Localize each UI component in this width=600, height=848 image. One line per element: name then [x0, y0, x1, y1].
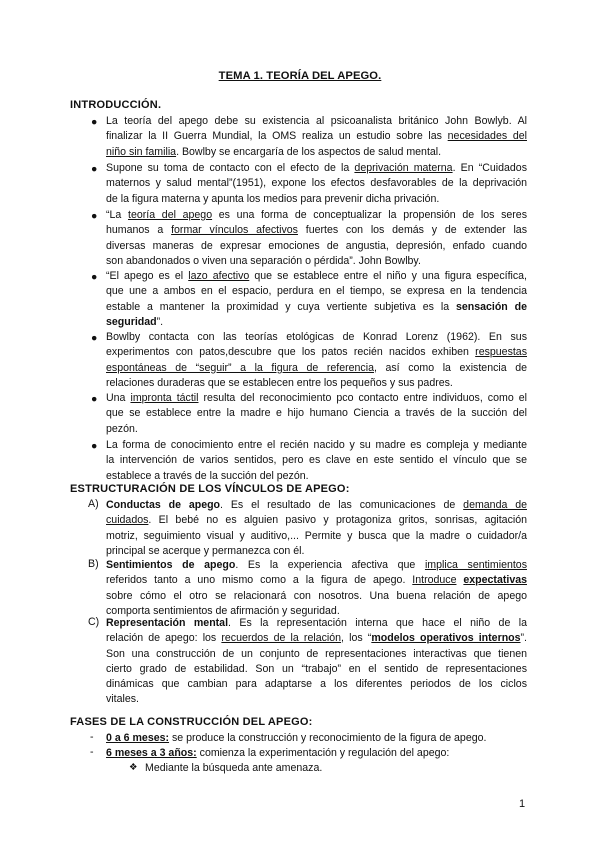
- item-a-marker: A): [88, 498, 99, 510]
- bullet-4-line-2: que une a ambos en el espacio, perdura en el tiempo, se expresa en la tendencia: [106, 285, 527, 298]
- item-c-line-6: vitales.: [106, 693, 139, 706]
- fase-2-line: [106, 746, 546, 761]
- fase-2-sub-1-line: Mediante la búsqueda ante amenaza.: [145, 762, 323, 774]
- intro-bullet-2: [106, 161, 527, 207]
- bullet-5-dot: ●: [91, 332, 98, 344]
- page-number: 1: [519, 798, 526, 810]
- fase-2-lead: 6 meses a 3 años:: [106, 747, 197, 759]
- item-a-text-2b: . El bebé no es alguien pasivo y protagoniza gritos, sonrisas, agitación: [148, 514, 527, 527]
- item-a-line-3: motriz, seguimiento visual y auditivo,... Permite y busca que la madre o cuidador/a: [106, 529, 527, 542]
- bullet-5-line-4: relaciones duraderas que se establecen entre los pequeños y sus padres.: [106, 376, 453, 389]
- intro-bullet-3: [106, 208, 527, 269]
- item-b-bold-1: Sentimientos de apego: [106, 559, 236, 571]
- bullet-4-dot: ●: [91, 271, 98, 283]
- item-b-line-4: comporta sentimientos de afirmación y seguridad.: [106, 604, 340, 617]
- intro-bullet-7: [106, 438, 527, 484]
- fase-1: [106, 731, 546, 746]
- bullet-5-line-1: Bowlby contacta con las teorías etológicas de Konrad Lorenz (1962). En sus: [106, 331, 527, 343]
- bullet-3-line-2: [106, 223, 527, 238]
- item-c-line-2: [106, 631, 527, 646]
- bullet-5-underline-3: espontáneas de “seguir” a la figura de referencia: [106, 361, 374, 374]
- item-a-bold-1: Conductas de apego: [106, 499, 221, 511]
- estruct-item-a: [106, 498, 527, 559]
- fase-2: [106, 746, 546, 761]
- fase-1-line: [106, 731, 546, 746]
- bullet-1-text-2a: finalizar la II Guerra Mundial, la OMS realiza un estudio sobre las: [106, 130, 448, 143]
- item-b-text-2a: referidos tanto a uno mismo como a la figura de apego.: [106, 574, 413, 587]
- bullet-2-line-2: maternos y salud mental”(1951), expone los efectos desfavorables de la deprivación: [106, 177, 527, 190]
- bullet-4-line-4: [106, 315, 527, 330]
- item-b-text-1a: . Es la experiencia afectiva que: [235, 559, 425, 571]
- bullet-5-underline-2: respuestas: [475, 346, 527, 359]
- fase-2-dash: -: [90, 746, 94, 758]
- estructuracion-heading: ESTRUCTURACIÓN DE LOS VÍNCULOS DE APEGO:: [70, 483, 350, 495]
- item-c-text-2c: , los “: [341, 632, 372, 645]
- bullet-2-text-1a: Supone su toma de contacto con el efecto de la: [106, 162, 355, 174]
- sub-bullet-diamond-icon: ❖: [129, 762, 138, 773]
- item-a-line-1: [106, 498, 527, 513]
- bullet-2-text-1b: . En “Cuidados: [452, 162, 527, 174]
- bullet-5-line-2: [106, 345, 527, 360]
- item-b-bold-underline-2: expectativas: [463, 574, 527, 587]
- item-c-text-2d: ”.: [520, 632, 528, 645]
- bullet-4-text-4c: ”.: [156, 315, 164, 328]
- bullet-6-underline-1: impronta táctil: [130, 392, 199, 404]
- bullet-3-line-1: [106, 208, 527, 223]
- item-a-text-1a: . Es el resultado de las comunicaciones de: [220, 499, 464, 511]
- fase-1-lead: 0 a 6 meses:: [106, 732, 170, 744]
- bullet-2-line-1: [106, 161, 527, 176]
- bullet-4-text-1b: que se establece entre el niño y una figura específica,: [249, 270, 527, 282]
- intro-heading: INTRODUCCIÓN.: [70, 99, 162, 111]
- item-b-underline-2: Introduce: [412, 574, 457, 587]
- bullet-1-line-3: [106, 145, 527, 160]
- bullet-1-underline-3: niño sin familia: [106, 145, 177, 158]
- bullet-5-text-3b: , así como la existencia de: [373, 361, 527, 374]
- bullet-3-line-4: son abandonados o viven una separación o pérdida”. John Bowlby.: [106, 254, 421, 267]
- item-c-bold-1: Representación mental: [106, 617, 229, 629]
- intro-bullet-5: [106, 330, 527, 391]
- bullet-6-text-1a: Una: [106, 392, 131, 404]
- bullet-2-line-3: de la figura materna y apunta los medios para prevenir dicha privación.: [106, 192, 440, 205]
- bullet-7-line-2: la intervención de varios sentidos, pero es clave en este sentido el vínculo que se: [106, 454, 527, 467]
- intro-bullet-4: [106, 269, 527, 330]
- bullet-4-underline-1: lazo afectivo: [188, 270, 250, 282]
- fase-2-text: comienza la experimentación y regulación del apego:: [196, 747, 450, 759]
- bullet-6-line-3: pezón.: [106, 422, 138, 435]
- bullet-3-underline-1: teoría del apego: [128, 209, 213, 221]
- item-b-line-1: [106, 558, 527, 573]
- item-a-line-2: [106, 513, 527, 528]
- bullet-5-text-2a: experimentos con patos,descubre que los patos recién nacidos exhiben: [106, 346, 476, 359]
- bullet-6-dot: ●: [91, 393, 98, 405]
- fase-2-sub-1: [145, 761, 545, 776]
- bullet-4-text-3a: estable a mantener la proximidad y cuya vertiente subjetiva es la: [106, 300, 456, 313]
- bullet-3-text-1a: “La: [106, 209, 129, 221]
- bullet-6-text-1b: resulta del reconocimiento pco contacto entre individuos, como el: [198, 392, 527, 404]
- bullet-7-line-3: establece a través de la succión del pezón.: [106, 469, 309, 482]
- bullet-1-line-1: La teoría del apego debe su existencia al psicoanalista británico John Bowlyb. Al: [106, 115, 527, 127]
- item-b-underline-1: implica sentimientos: [424, 559, 527, 571]
- bullet-4-text-1a: “El apego es el: [106, 270, 189, 282]
- fase-1-dash: -: [90, 731, 94, 743]
- bullet-4-line-1: [106, 269, 527, 284]
- bullet-3-line-3: diversas maneras de expresar emociones de angustia, depresión, enfado cuando: [106, 239, 527, 252]
- intro-bullet-1: [106, 114, 527, 160]
- item-c-marker: C): [88, 616, 100, 628]
- estruct-item-b: [106, 558, 527, 619]
- bullet-4-line-3: [106, 300, 527, 315]
- bullet-3-text-2b: fuertes con los demás y de extender las: [297, 224, 527, 237]
- item-a-line-4: principal se acerque y permanezca con él.: [106, 544, 305, 557]
- intro-bullet-6: [106, 391, 527, 437]
- item-c-line-1: [106, 616, 527, 631]
- bullet-3-text-1b: es una forma de conceptualizar la propensión de los seres: [212, 209, 527, 221]
- bullet-6-line-1: [106, 391, 527, 406]
- item-c-line-5: dinámicas que cambian para adaptarse a los diferentes periodos de los ciclos: [106, 678, 527, 691]
- bullet-2-underline-1: deprivación materna: [354, 162, 453, 174]
- item-c-line-3: Son una construcción de un conjunto de representaciones interactivas que tienen: [106, 647, 527, 660]
- item-c-text-1a: . Es la representación interna que hace el niño de la: [228, 617, 527, 629]
- bullet-7-line-1: La forma de conocimiento entre el recién nacido y su madre es compleja y mediante: [106, 439, 527, 451]
- estruct-item-c: [106, 616, 527, 708]
- bullet-1-dot: ●: [91, 116, 98, 128]
- item-c-underline-2: recuerdos de la relación: [221, 632, 342, 645]
- fase-1-text: se produce la construcción y reconocimiento de la figura de apego.: [169, 732, 487, 744]
- item-b-line-2: [106, 573, 527, 588]
- page-title: TEMA 1. TEORÍA DEL APEGO.: [218, 70, 382, 82]
- bullet-5-line-3: [106, 361, 527, 376]
- bullet-2-dot: ●: [91, 163, 98, 175]
- item-b-marker: B): [88, 558, 99, 570]
- bullet-1-line-2: [106, 129, 527, 144]
- bullet-7-dot: ●: [91, 440, 98, 452]
- bullet-6-line-2: que se establece entre la madre e hijo humano Ciencia a través de la succión del: [106, 407, 527, 420]
- bullet-3-underline-2: formar vínculos afectivos: [171, 224, 298, 237]
- bullet-1-text-3b: . Bowlby se encargaría de los aspectos de salud mental.: [176, 145, 442, 158]
- bullet-1-underline-2: necesidades del: [447, 130, 527, 143]
- item-b-line-3: sobre cómo el otro se relacionará con nosotros. Una buena relación de apego: [106, 589, 527, 602]
- bullet-3-dot: ●: [91, 210, 98, 222]
- bullet-4-bold-4: seguridad: [106, 315, 157, 328]
- item-a-underline-2: cuidados: [106, 514, 149, 527]
- item-c-line-4: cierto grado de estabilidad. Son un “trabajo” en el sentido de representaciones: [106, 662, 527, 675]
- fases-heading: FASES DE LA CONSTRUCCIÓN DEL APEGO:: [70, 716, 313, 728]
- bullet-3-text-2a: humanos a: [106, 224, 172, 237]
- item-c-bold-underline-2: modelos operativos internos: [371, 632, 521, 645]
- bullet-4-bold-3: sensación de: [455, 300, 527, 313]
- item-a-underline-1: demanda de: [463, 499, 527, 511]
- item-c-text-2a: relación de apego: los: [106, 632, 222, 645]
